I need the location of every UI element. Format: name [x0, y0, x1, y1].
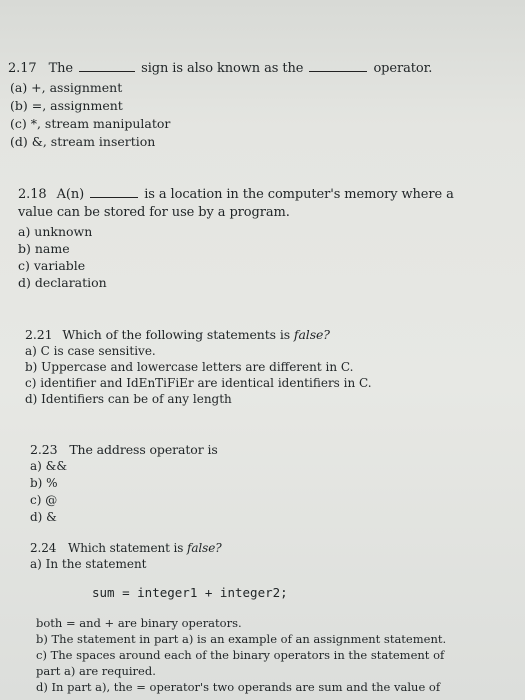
option-a: (a) +, assignment: [10, 80, 123, 95]
option-c: c) The spaces around each of the binary operators in the statement of: [36, 648, 445, 662]
option-a: a) C is case sensitive.: [25, 344, 156, 358]
stem-text: operator.: [373, 61, 433, 76]
question-number: 2.18: [18, 187, 47, 202]
answer-blank: [90, 196, 138, 198]
option-c-continued: part a) are required.: [36, 664, 156, 678]
stem-text: A(n): [56, 187, 85, 202]
question-number: 2.24: [30, 541, 57, 555]
option-d: d) &: [30, 510, 57, 524]
option-d: d) Identifiers can be of any length: [25, 392, 232, 406]
stem-emphasis: false?: [187, 541, 222, 555]
question-stem: [30, 442, 218, 457]
stem-text: is a location in the computer's memory where a: [144, 187, 454, 202]
question-stem: [25, 327, 330, 342]
stem-text: The address operator is: [69, 442, 218, 457]
code-statement: sum = integer1 + integer2;: [92, 585, 288, 600]
question-number: 2.23: [30, 442, 58, 457]
question-stem: [30, 541, 222, 555]
option-d: (d) &, stream insertion: [10, 134, 156, 149]
option-a-continued: both = and + are binary operators.: [36, 616, 242, 630]
option-d: d) declaration: [18, 275, 107, 290]
answer-blank: [79, 70, 135, 72]
option-a-intro: a) In the statement: [30, 557, 147, 571]
option-b: b) name: [18, 241, 70, 256]
question-number: 2.17: [8, 61, 37, 76]
stem-emphasis: false?: [293, 327, 330, 342]
option-c: c) @: [30, 493, 58, 507]
answer-blank: [309, 70, 367, 72]
question-stem: [18, 187, 454, 202]
stem-text: Which of the following statements is: [62, 327, 291, 342]
question-number: 2.21: [25, 327, 53, 342]
option-b: (b) =, assignment: [10, 98, 123, 113]
option-b: b) Uppercase and lowercase letters are different in C.: [25, 360, 354, 374]
option-c: c) variable: [18, 258, 86, 273]
option-d: d) In part a), the = operator's two operands are sum and the value of: [36, 680, 441, 694]
stem-text: The: [48, 61, 74, 76]
stem-text: sign is also known as the: [141, 61, 304, 76]
stem-line-2: value can be stored for use by a program.: [18, 205, 290, 220]
option-c: (c) *, stream manipulator: [10, 116, 171, 131]
option-a: a) unknown: [18, 224, 93, 239]
option-b: b) %: [30, 476, 58, 490]
stem-text: Which statement is: [68, 541, 184, 555]
question-stem: [8, 61, 432, 76]
option-a: a) &&: [30, 459, 68, 473]
option-c: c) identifier and IdEnTiFiEr are identical identifiers in C.: [25, 376, 372, 390]
option-b: b) The statement in part a) is an example of an assignment statement.: [36, 632, 447, 646]
